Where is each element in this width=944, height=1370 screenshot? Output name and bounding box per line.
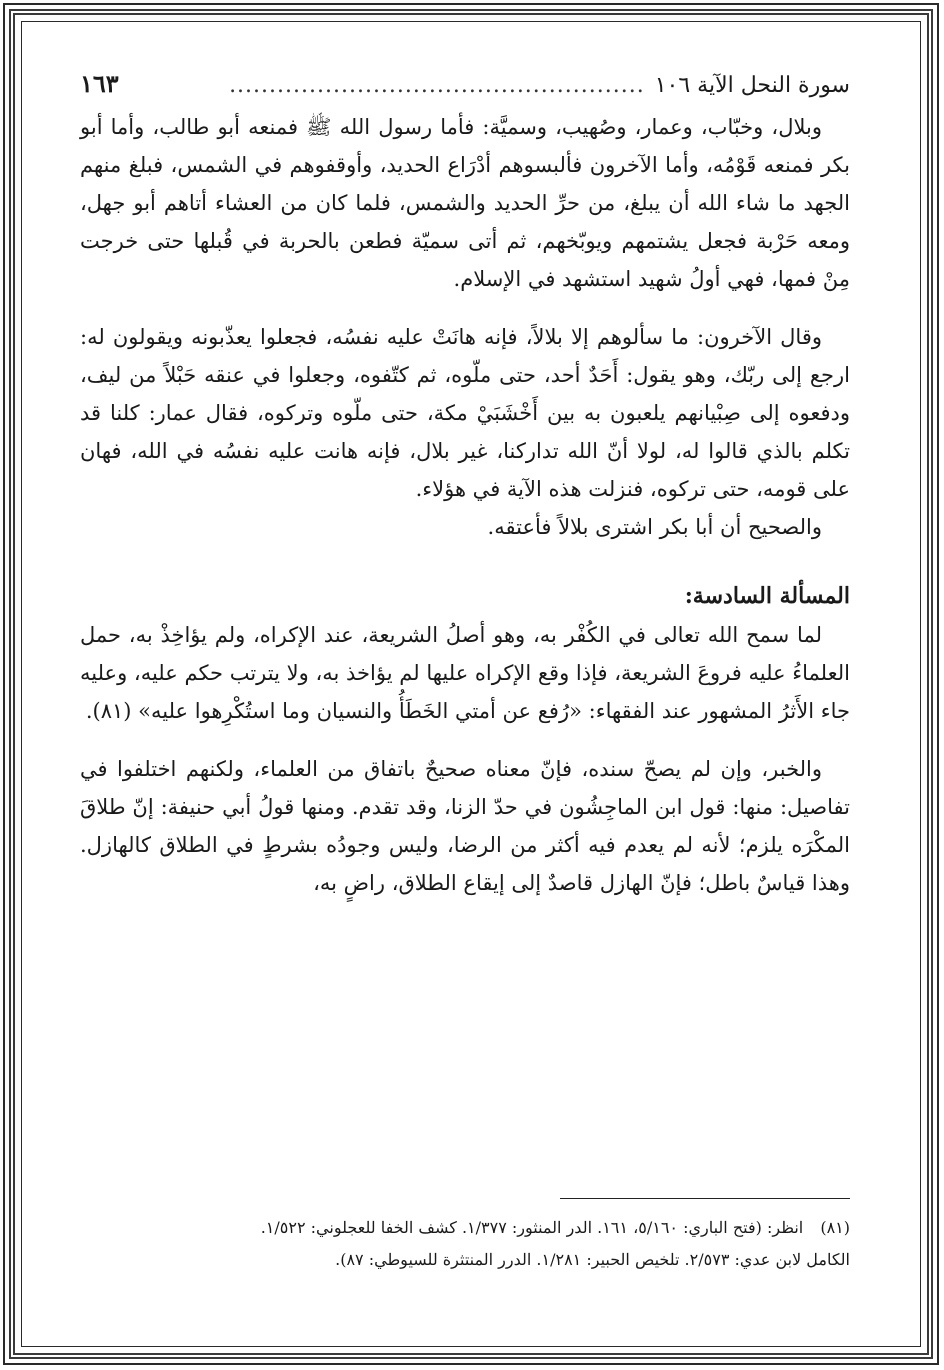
- leader-dots: ....................................................: [229, 73, 645, 98]
- paragraph-4: لما سمح الله تعالى في الكُفْر به، وهو أصلُ الشريعة، عند الإكراه، ولم يؤاخِذْ به، حمل العلماءُ عليه فروعَ الشريعة، فإذا وقع الإكراه عليها لم يؤاخذ به، ولا يترتب حكم عليه، وعليه جاء الأَثرُ المشهور عند الفقهاء: «رُفع عن أمتي الخَطَأُ والنسيان وما استُكْرِهوا عليه» (٨١).: [80, 623, 850, 723]
- surah-title: سورة النحل الآية ١٠٦: [654, 73, 850, 98]
- footnote-text-1: انظر: (فتح الباري: ٥/١٦٠، ١٦١. الدر المنثور: ١/٣٧٧. كشف الخفا للعجلوني: ١/٥٢٢.: [260, 1218, 804, 1237]
- running-header: [80, 60, 850, 108]
- page-body: [80, 60, 850, 902]
- paragraph-5: والخبر، وإن لم يصحّ سنده، فإنّ معناه صحيحٌ باتفاق من العلماء، ولكنهم اختلفوا في تفاصيل: منها: قول ابن الماجِشُون في حدّ الزنا، وقد تقدم. ومنها قولُ أبي حنيفة: إنّ طلاقَ المكْرَه يلزم؛ لأنه لم يعدم فيه أكثر من الرضا، وليس وجودُه بشرطٍ في الطلاق كالهازل. وهذا قياسٌ باطل؛ فإنّ الهازل قاصدٌ إلى إيقاع الطلاق، راضٍ به،: [80, 757, 850, 895]
- paragraph-2: وقال الآخرون: ما سألوهم إلا بلالاً، فإنه هانَتْ عليه نفسُه، فجعلوا يعذّبونه ويقولون له: ارجع إلى ربّك، وهو يقول: أَحَدٌ أحد، حتى ملّوه، ثم كتّفوه، وجعلوا في عنقه حَبْلاً من ليف، ودفعوه إلى صِبْيانهم يلعبون به بين أَخْشَبَيْ مكة، حتى ملّوه وتركوه، فقال عمار: كلنا قد تكلم بالذي قالوا له، لولا أنّ الله تداركنا، غير بلال، فإنه هانت عليه نفسُه في الله، فهان على قومه، حتى تركوه، فنزلت هذه الآية في هؤلاء.: [80, 325, 850, 501]
- paragraph-3: والصحيح أن أبا بكر اشترى بلالاً فأعتقه.: [487, 515, 822, 539]
- paragraph-1: وبلال، وخبّاب، وعمار، وصُهيب، وسميَّة: فأما رسول الله ﷺ فمنعه أبو طالب، وأما أبو بكر فمنعه قَوْمُه، وأما الآخرون فألبسوهم أدْرَاع الحديد، وأوقفوهم في الشمس، فبلغ منهم الجهد ما شاء الله أن يبلغ، من حرِّ الحديد والشمس، فلما كان من العشاء أتاهم أبو جهل، ومعه حَرْبة فجعل يشتمهم ويوبّخهم، ثم أتى سميّة فطعن بالحربة في قُبلها حتى خرجت مِنْ فمها، فهي أولُ شهيد استشهد في الإسلام.: [80, 115, 850, 291]
- footnote-separator: [560, 1198, 850, 1199]
- footnote-number: (٨١): [820, 1218, 850, 1237]
- footnote-line-1: [80, 1212, 850, 1244]
- page-number: ١٦٣: [80, 69, 119, 98]
- footnote-line-2: الكامل لابن عدي: ٢/٥٧٣. تلخيص الحبير: ١/٢٨١. الدرر المنتثرة للسيوطي: ٨٧).: [335, 1250, 850, 1269]
- section-title: المسألة السادسة:: [684, 583, 850, 609]
- footnotes: [80, 1212, 850, 1276]
